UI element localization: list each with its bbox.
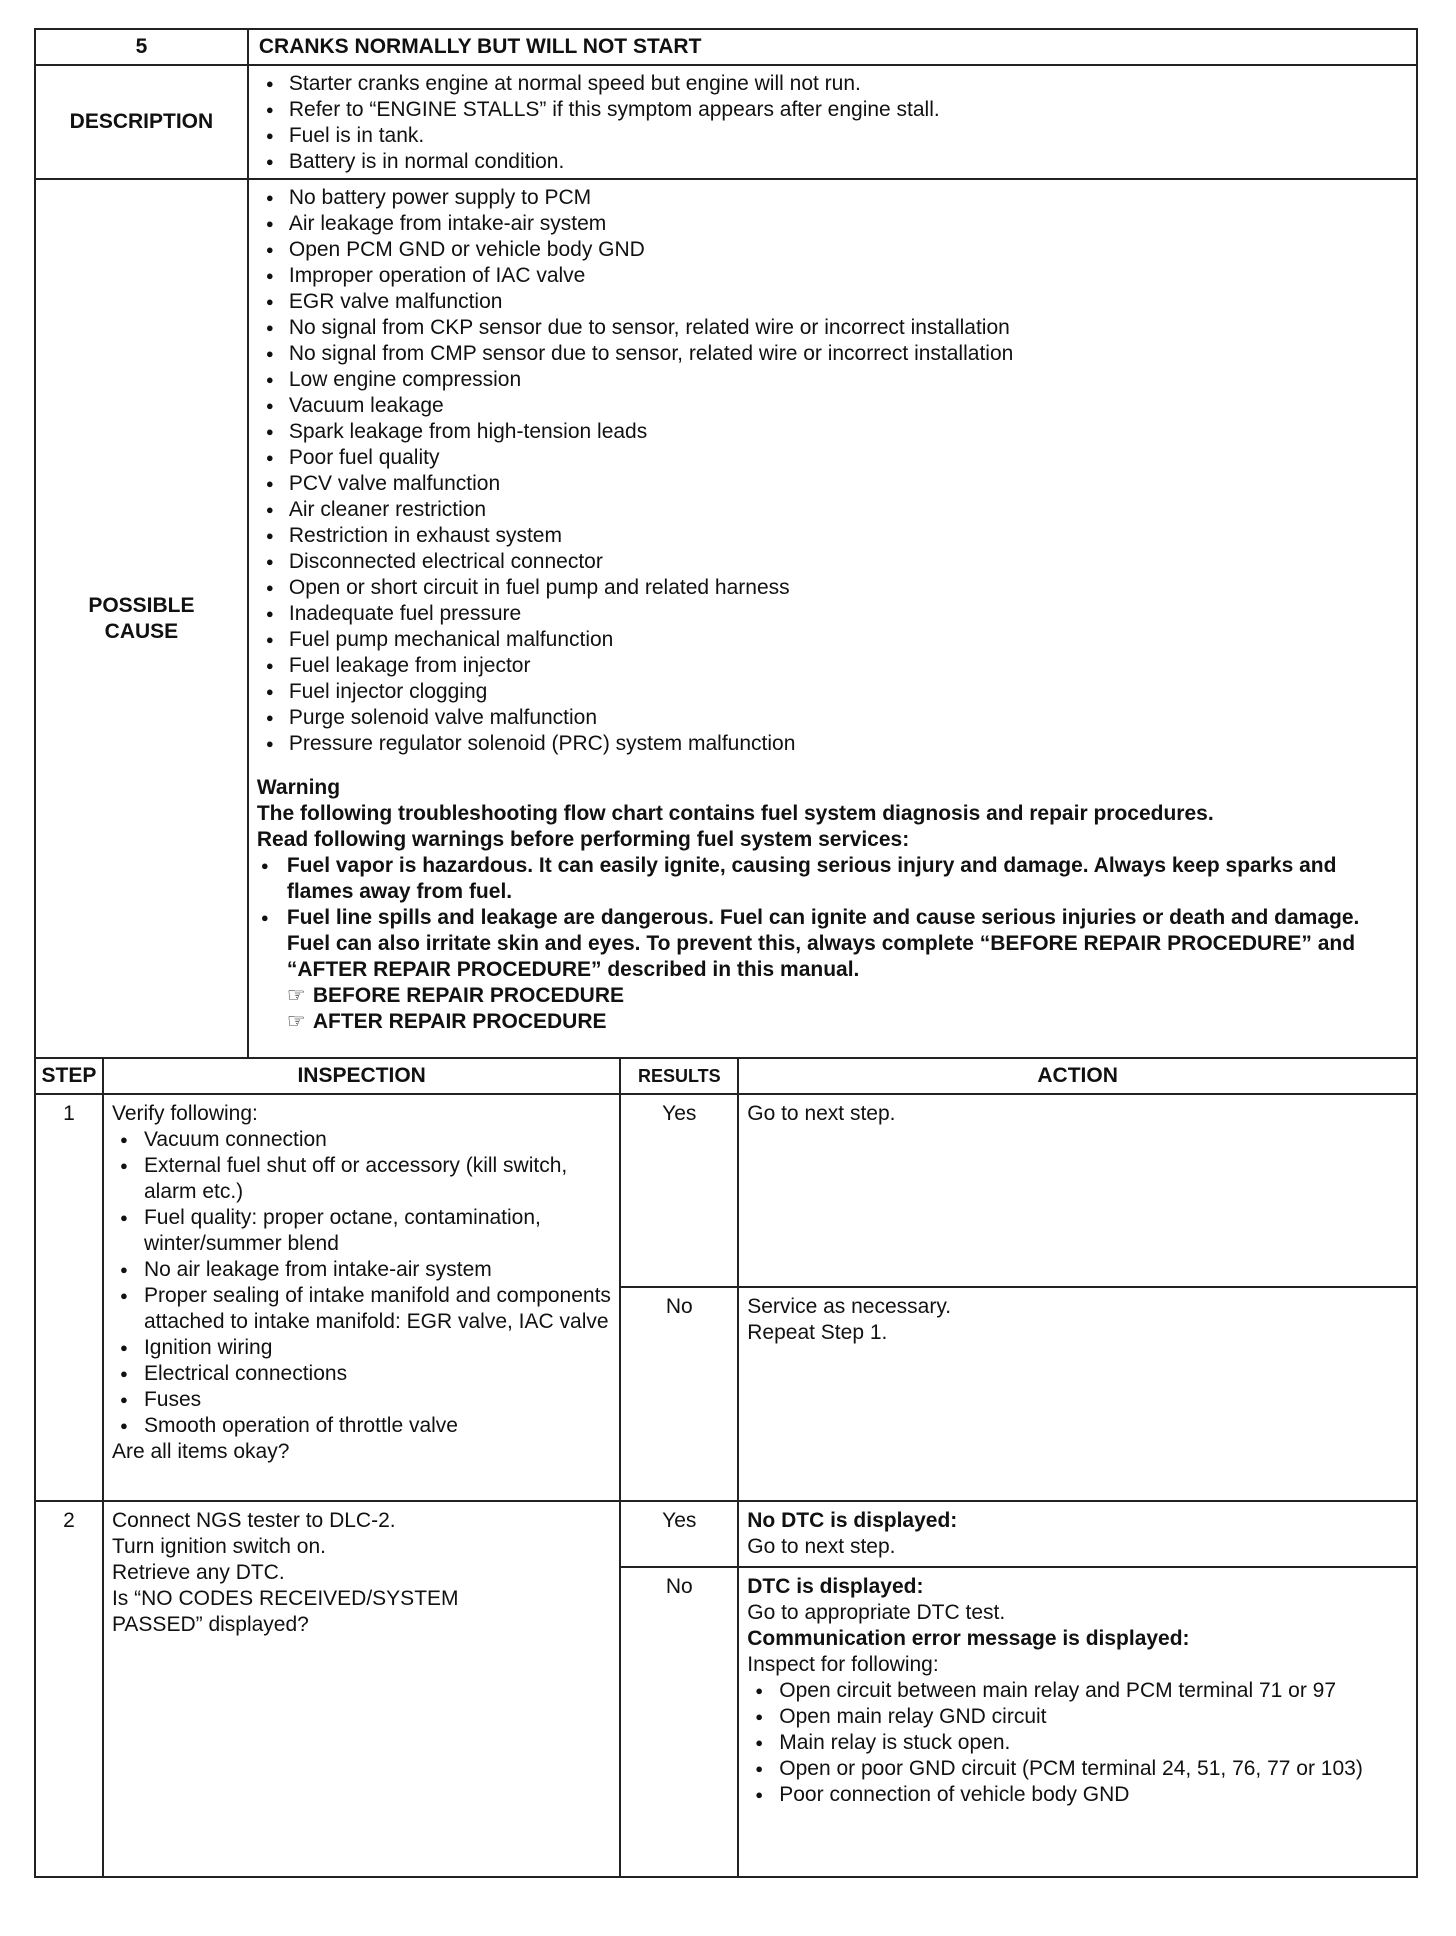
list-item: ● Open or poor GND circuit (PCM terminal 24, 51, 76, 77 or 103) <box>747 1756 1408 1782</box>
possible-cause-list <box>257 185 1408 757</box>
list-item: ● No battery power supply to PCM <box>257 185 1408 211</box>
warning-list <box>257 853 1408 983</box>
steps-table <box>34 1057 1418 1878</box>
list-item: ● Poor connection of vehicle body GND <box>747 1782 1408 1808</box>
before-repair-link[interactable]: BEFORE REPAIR PROCEDURE <box>312 984 625 1007</box>
list-item: ● Fuel injector clogging <box>257 679 1408 705</box>
step1-no-action <box>738 1287 1417 1501</box>
description-row <box>35 65 1417 179</box>
list-item: ● Ignition wiring <box>112 1335 611 1361</box>
list-item: ● Open or short circuit in fuel pump and related harness <box>257 575 1408 601</box>
document-page <box>34 28 1418 1916</box>
list-item: ● Restriction in exhaust system <box>257 523 1408 549</box>
action-column-header: ACTION <box>738 1058 1417 1094</box>
before-repair-reference[interactable] <box>257 983 1408 1009</box>
step2-yes-row <box>35 1501 1417 1567</box>
warning-line1: The following troubleshooting flow chart contains fuel system diagnosis and repair procedures. <box>256 802 1214 825</box>
inspection-column-header: INSPECTION <box>103 1058 620 1094</box>
step2-yes-text: Go to next step. <box>747 1535 896 1558</box>
list-item: ● Vacuum leakage <box>257 393 1408 419</box>
step1-yes-result: Yes <box>620 1094 738 1287</box>
step2-line3: Retrieve any DTC. <box>111 1561 285 1584</box>
list-item: ● Open main relay GND circuit <box>747 1704 1408 1730</box>
step1-intro: Verify following: <box>111 1102 258 1125</box>
list-item: ● Pressure regulator solenoid (PRC) system malfunction <box>257 731 1408 757</box>
step1-list <box>112 1127 611 1439</box>
step2-yes-action <box>738 1501 1417 1567</box>
description-label: DESCRIPTION <box>35 65 248 179</box>
step-column-header: STEP <box>35 1058 103 1094</box>
list-item: ● Inadequate fuel pressure <box>257 601 1408 627</box>
list-item: ● Open circuit between main relay and PCM terminal 71 or 97 <box>747 1678 1408 1704</box>
list-item: ● No signal from CKP sensor due to sensor, related wire or incorrect installation <box>257 315 1408 341</box>
list-item: ● Air leakage from intake-air system <box>257 211 1408 237</box>
warning-item: ● Fuel line spills and leakage are dangerous. Fuel can ignite and cause serious injuries or death and damage. Fuel can also irritate skin and eyes. To prevent this, always complete “BEFORE REPAIR PROCEDURE” and “AFTER REPAIR PROCEDURE” described in this manual. <box>257 905 1408 983</box>
pointing-hand-icon: ☞ <box>286 984 306 1007</box>
list-item: ● PCV valve malfunction <box>257 471 1408 497</box>
after-repair-reference[interactable] <box>257 1009 1408 1035</box>
step2-no-result: No <box>620 1567 738 1877</box>
list-item: ● Fuel quality: proper octane, contamination, winter/summer blend <box>112 1205 611 1257</box>
step2-no-list <box>747 1678 1408 1808</box>
step1-inspection <box>103 1094 620 1501</box>
step2-yes-heading: No DTC is displayed: <box>747 1509 958 1532</box>
step2-inspection <box>103 1501 620 1877</box>
possible-cause-label-line2: CAUSE <box>104 619 179 643</box>
step2-line2: Turn ignition switch on. <box>111 1535 326 1558</box>
list-item: ● Electrical connections <box>112 1361 611 1387</box>
warning-block <box>257 775 1408 1035</box>
results-column-header: RESULTS <box>620 1058 738 1094</box>
description-list <box>257 71 1408 175</box>
step2-number: 2 <box>35 1501 103 1877</box>
possible-cause-label-line1: POSSIBLE <box>88 593 195 617</box>
step1-number: 1 <box>35 1094 103 1501</box>
list-item: ● Main relay is stuck open. <box>747 1730 1408 1756</box>
step2-line1: Connect NGS tester to DLC-2. <box>111 1509 396 1532</box>
warning-title: Warning <box>256 776 341 799</box>
list-item: ● Refer to “ENGINE STALLS” if this symptom appears after engine stall. <box>257 97 1408 123</box>
step2-no-text1: Go to appropriate DTC test. <box>747 1601 1006 1624</box>
list-item: ● No air leakage from intake-air system <box>112 1257 611 1283</box>
list-item: ● Vacuum connection <box>112 1127 611 1153</box>
symptom-title: CRANKS NORMALLY BUT WILL NOT START <box>248 29 1417 65</box>
list-item: ● No signal from CMP sensor due to sensor, related wire or incorrect installation <box>257 341 1408 367</box>
pointing-hand-icon: ☞ <box>286 1010 306 1033</box>
list-item: ● Purge solenoid valve malfunction <box>257 705 1408 731</box>
step2-yes-result: Yes <box>620 1501 738 1567</box>
possible-cause-cell <box>248 179 1417 1058</box>
steps-header-row <box>35 1058 1417 1094</box>
step1-yes-row <box>35 1094 1417 1287</box>
step1-no-action-line2: Repeat Step 1. <box>747 1321 888 1344</box>
step2-no-action <box>738 1567 1417 1877</box>
list-item: ● Proper sealing of intake manifold and components attached to intake manifold: EGR valve, IAC valve <box>112 1283 611 1335</box>
step1-no-result: No <box>620 1287 738 1501</box>
possible-cause-row <box>35 179 1417 1058</box>
list-item: ● Improper operation of IAC valve <box>257 263 1408 289</box>
list-item: ● Disconnected electrical connector <box>257 549 1408 575</box>
symptom-number: 5 <box>35 29 248 65</box>
list-item: ● External fuel shut off or accessory (kill switch, alarm etc.) <box>112 1153 611 1205</box>
step2-line4: Is “NO CODES RECEIVED/SYSTEM PASSED” displayed? <box>111 1587 459 1636</box>
list-item: ● Spark leakage from high-tension leads <box>257 419 1408 445</box>
list-item: ● Air cleaner restriction <box>257 497 1408 523</box>
step2-no-text2: Inspect for following: <box>747 1653 939 1676</box>
step1-yes-action: Go to next step. <box>738 1094 1417 1287</box>
list-item: ● Battery is in normal condition. <box>257 149 1408 175</box>
list-item: ● Fuel pump mechanical malfunction <box>257 627 1408 653</box>
symptom-table <box>34 28 1418 1059</box>
step1-no-action-line1: Service as necessary. <box>747 1295 952 1318</box>
warning-line2: Read following warnings before performing fuel system services: <box>256 828 910 851</box>
step1-question: Are all items okay? <box>111 1440 290 1463</box>
description-cell <box>248 65 1417 179</box>
list-item: ● Low engine compression <box>257 367 1408 393</box>
list-item: ● Fuel is in tank. <box>257 123 1408 149</box>
list-item: ● Fuel leakage from injector <box>257 653 1408 679</box>
list-item: ● Smooth operation of throttle valve <box>112 1413 611 1439</box>
list-item: ● Fuses <box>112 1387 611 1413</box>
after-repair-link[interactable]: AFTER REPAIR PROCEDURE <box>312 1010 607 1033</box>
warning-item: ● Fuel vapor is hazardous. It can easily ignite, causing serious injury and damage. Always keep sparks and flames away from fuel. <box>257 853 1408 905</box>
possible-cause-label <box>35 179 248 1058</box>
list-item: ● Open PCM GND or vehicle body GND <box>257 237 1408 263</box>
list-item: ● Poor fuel quality <box>257 445 1408 471</box>
step2-no-heading2: Communication error message is displayed: <box>747 1627 1190 1650</box>
list-item: ● Starter cranks engine at normal speed but engine will not run. <box>257 71 1408 97</box>
symptom-header-row <box>35 29 1417 65</box>
list-item: ● EGR valve malfunction <box>257 289 1408 315</box>
step2-no-heading1: DTC is displayed: <box>747 1575 924 1598</box>
